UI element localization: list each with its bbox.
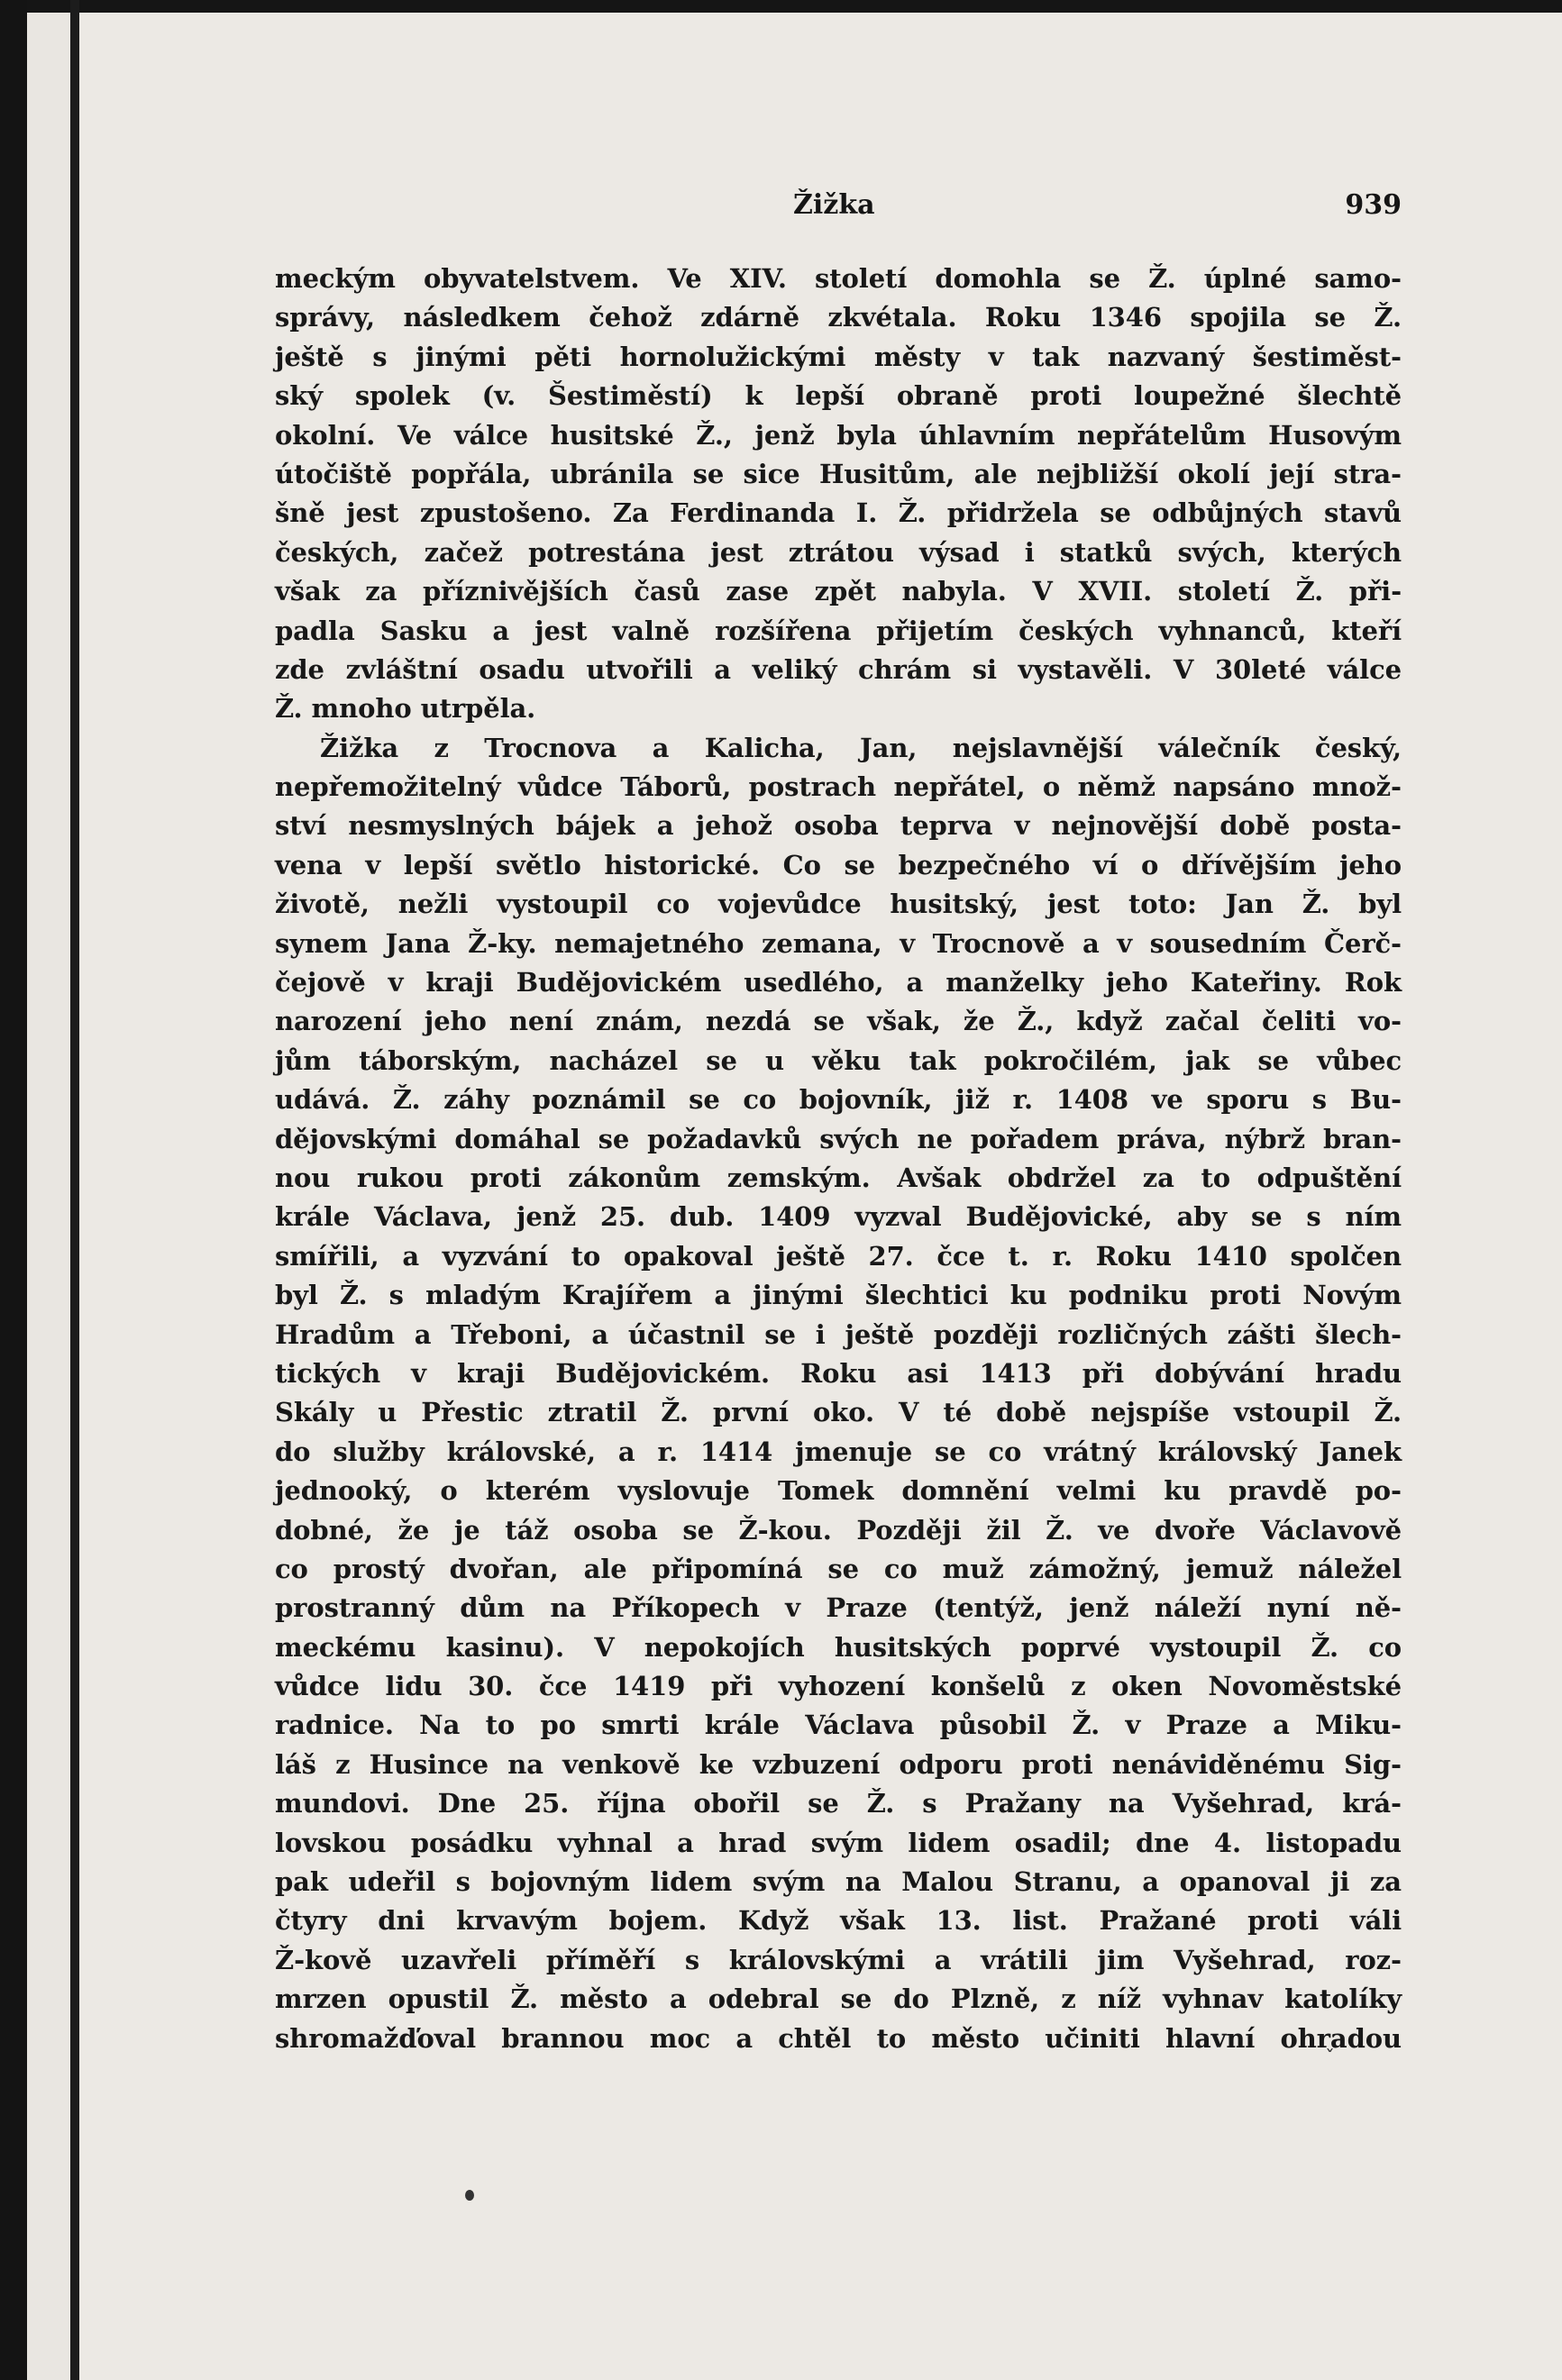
text-line: vena v lepší světlo historické. Co se bezpečného ví o dřívějším jeho	[275, 849, 1402, 880]
text-line: Ž. mnoho utrpěla.	[275, 693, 536, 725]
text-line: narození jeho není znám, nezdá se však, že Ž., když začal čeliti vo-	[275, 1006, 1402, 1037]
stray-dot	[465, 2190, 474, 2201]
text-line: správy, následkem čehož zdárně zkvétala. Roku 1346 spojila se Ž.	[275, 302, 1402, 333]
text-line: dějovskými domáhal se požadavků svých ne pořadem práva, nýbrž bran-	[275, 1123, 1402, 1154]
text-line: mundovi. Dne 25. října obořil se Ž. s Pražany na Vyšehrad, krá-	[275, 1788, 1402, 1819]
text-line: vůdce lidu 30. čce 1419 při vyhození konšelů z oken Novoměstské	[275, 1671, 1402, 1702]
text-line: smířili, a vyzvání to opakoval ještě 27. čce t. r. Roku 1410 spolčen	[275, 1240, 1402, 1272]
text-line: synem Jana Ž-ky. nemajetného zemana, v Trocnově a v sousedním Čerč-	[275, 927, 1402, 959]
text-line: okolní. Ve válce husitské Ž., jenž byla úhlavním nepřátelům Husovým	[275, 419, 1402, 451]
page-number: 939	[1345, 189, 1402, 221]
body-text	[275, 260, 1402, 2058]
text-line: radnice. Na to po smrti krále Václava působil Ž. v Praze a Miku-	[275, 1710, 1402, 1741]
running-title: Žižka	[793, 189, 875, 221]
text-line: krále Václava, jenž 25. dub. 1409 vyzval Budějovické, aby se s ním	[275, 1201, 1402, 1233]
text-line: meckému kasinu). V nepokojích husitských poprvé vystoupil Ž. co	[275, 1631, 1402, 1663]
text-line: čejově v kraji Budějovickém usedlého, a manželky jeho Kateřiny. Rok	[275, 967, 1402, 999]
scan-binding-rule	[70, 0, 79, 2380]
text-line: Žižka z Trocnova a Kalicha, Jan, nejslavnější válečník český,	[320, 732, 1402, 763]
text-line: mrzen opustil Ž. město a odebral se do Plzně, z níž vyhnav katolíky	[275, 1983, 1402, 2015]
text-line: jednooký, o kterém vyslovuje Tomek domnění velmi ku pravdě po-	[275, 1475, 1402, 1507]
scan-top-edge	[0, 0, 1562, 13]
text-line: udává. Ž. záhy poznámil se co bojovník, již r. 1408 ve sporu s Bu-	[275, 1084, 1402, 1116]
text-line: životě, nežli vystoupil co vojevůdce husitský, jest toto: Jan Ž. byl	[275, 889, 1402, 920]
text-line: prostranný dům na Příkopech v Praze (tentýž, jenž náleží nyní ně-	[275, 1592, 1402, 1624]
text-line: jům táborským, nacházel se u věku tak pokročilém, jak se vůbec	[275, 1044, 1402, 1076]
stray-mark: ˇ	[1325, 2047, 1335, 2070]
text-line: českých, začež potrestána jest ztrátou výsad i statků svých, kterých	[275, 536, 1402, 568]
text-line: šně jest zpustošeno. Za Ferdinanda I. Ž. přidržela se odbůjných stavů	[275, 497, 1402, 529]
text-line: však za příznivějších časů zase zpět nabyla. V XVII. století Ž. při-	[275, 576, 1402, 607]
text-line: do služby královské, a r. 1414 jmenuje se co vrátný královský Janek	[275, 1436, 1402, 1467]
scan-left-edge	[0, 0, 27, 2380]
text-line: ství nesmyslných bájek a jehož osoba teprva v nejnovější době posta-	[275, 810, 1402, 842]
text-line: tických v kraji Budějovickém. Roku asi 1413 při dobývání hradu	[275, 1357, 1402, 1389]
text-line: Skály u Přestic ztratil Ž. první oko. V té době nejspíše vstoupil Ž.	[275, 1397, 1402, 1428]
text-line: ský spolek (v. Šestiměstí) k lepší obraně proti loupežné šlechtě	[275, 380, 1402, 412]
text-line: útočiště popřála, ubránila se sice Husitům, ale nejbližší okolí její stra-	[275, 458, 1402, 489]
text-line: padla Sasku a jest valně rozšířena přijetím českých vyhnanců, kteří	[275, 615, 1402, 646]
text-line: meckým obyvatelstvem. Ve XIV. století domohla se Ž. úplné samo-	[275, 263, 1402, 294]
text-line: čtyry dni krvavým bojem. Když však 13. list. Pražané proti váli	[275, 1905, 1402, 1937]
text-line: Ž-kově uzavřeli příměří s královskými a vrátili jim Vyšehrad, roz-	[275, 1944, 1402, 1975]
text-line: láš z Husince na venkově ke vzbuzení odporu proti nenáviděnému Sig-	[275, 1748, 1402, 1780]
text-line: nou rukou proti zákonům zemským. Avšak obdržel za to odpuštění	[275, 1162, 1402, 1193]
text-line: zde zvláštní osadu utvořili a veliký chrám si vystavěli. V 30leté válce	[275, 653, 1402, 685]
text-line: shromažďoval brannou moc a chtěl to město učiniti hlavní ohradou	[275, 2022, 1402, 2054]
text-line: byl Ž. s mladým Krajířem a jinými šlechtici ku podniku proti Novým	[275, 1280, 1402, 1311]
text-line: Hradům a Třeboni, a účastnil se i ještě později rozličných zášti šlech-	[275, 1318, 1402, 1350]
text-line: dobné, že je táž osoba se Ž-kou. Později žil Ž. ve dvoře Václavově	[275, 1514, 1402, 1546]
page-header	[207, 189, 1402, 225]
text-line: pak udeřil s bojovným lidem svým na Malou Stranu, a opanoval ji za	[275, 1866, 1402, 1898]
text-line: co prostý dvořan, ale připomíná se co muž zámožný, jemuž náležel	[275, 1553, 1402, 1584]
text-line: lovskou posádku vyhnal a hrad svým lidem osadil; dne 4. listopadu	[275, 1827, 1402, 1858]
text-line: nepřemožitelný vůdce Táborů, postrach nepřátel, o němž napsáno množ-	[275, 771, 1402, 803]
text-line: ještě s jinými pěti hornolužickými městy v tak nazvaný šestiměst-	[275, 341, 1402, 372]
